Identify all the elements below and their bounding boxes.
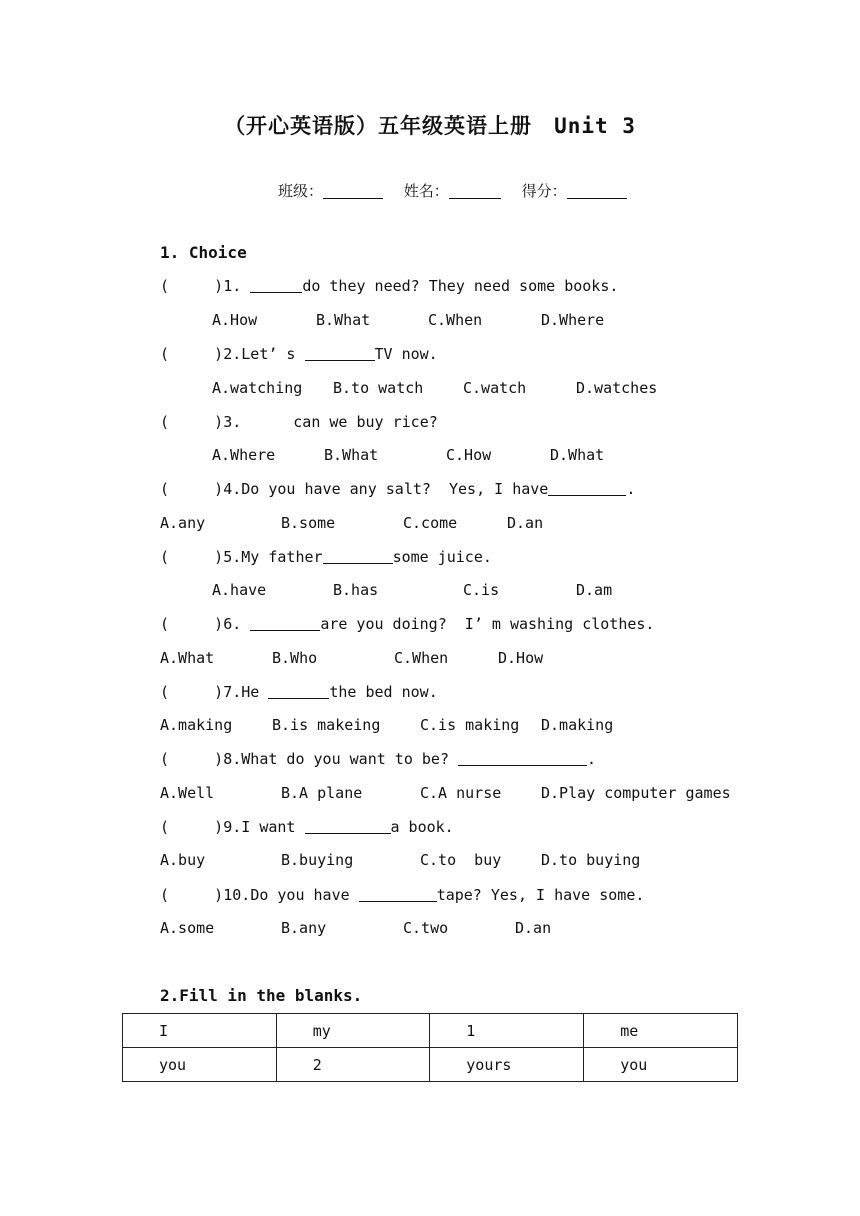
question-number: 2. xyxy=(223,345,242,363)
answer-paren: ( ) xyxy=(160,548,224,566)
option-b: B.any xyxy=(281,919,327,937)
answer-paren: ( ) xyxy=(160,277,224,295)
table-cell: 1 xyxy=(430,1014,584,1048)
question-8 xyxy=(160,749,596,769)
option-c: C.come xyxy=(403,514,458,532)
table-cell: my xyxy=(276,1014,430,1048)
option-c: C.When xyxy=(428,311,483,329)
option-c: C.A nurse xyxy=(420,784,502,802)
question-text: are you doing? I’ m washing clothes. xyxy=(320,615,655,633)
class-label: 班级： xyxy=(278,182,324,200)
question-text: Let’ s xyxy=(241,345,305,363)
option-d: D.What xyxy=(550,446,605,464)
option-d: D.an xyxy=(515,919,552,937)
question-10 xyxy=(160,885,644,905)
question-text: TV now. xyxy=(374,345,438,363)
option-d: D.Where xyxy=(541,311,605,329)
option-a: A.buy xyxy=(160,851,206,869)
option-b: B.has xyxy=(333,581,379,599)
answer-paren: ( ) xyxy=(160,818,224,836)
option-d: D.Play computer games xyxy=(541,784,731,802)
option-a: A.How xyxy=(212,311,258,329)
question-number: 6. xyxy=(223,615,242,633)
question-text: a book. xyxy=(390,818,454,836)
name-label: 姓名： xyxy=(403,182,449,200)
option-c: C.How xyxy=(446,446,492,464)
score-label: 得分： xyxy=(521,182,567,200)
question-5 xyxy=(160,547,492,567)
question-text: Do you have any salt? Yes, I have xyxy=(241,480,549,498)
question-number: 4. xyxy=(223,480,242,498)
section-choice-heading: 1. Choice xyxy=(160,243,247,262)
option-c: C.is xyxy=(463,581,500,599)
option-a: A.making xyxy=(160,716,233,734)
class-blank xyxy=(323,182,383,199)
option-b: B.Who xyxy=(272,649,318,667)
question-6 xyxy=(160,614,654,634)
option-b: B.some xyxy=(281,514,336,532)
question-text: . xyxy=(626,480,636,498)
student-info-line xyxy=(278,180,627,201)
option-c: C.is making xyxy=(420,716,520,734)
question-2 xyxy=(160,344,438,364)
table-cell: 2 xyxy=(276,1048,430,1082)
table-cell: yours xyxy=(430,1048,584,1082)
question-text xyxy=(241,615,250,633)
fill-in-table xyxy=(122,1013,738,1082)
title-text: （开心英语版）五年级英语上册 xyxy=(224,114,533,138)
option-b: B.A plane xyxy=(281,784,363,802)
answer-blank xyxy=(268,683,329,699)
answer-paren: ( ) xyxy=(160,886,224,904)
table-cell: you xyxy=(584,1048,738,1082)
question-9 xyxy=(160,817,454,837)
question-number: 9. xyxy=(223,818,242,836)
question-1 xyxy=(160,276,618,296)
question-number: 1. xyxy=(223,277,242,295)
question-text: I want xyxy=(241,818,305,836)
option-a: A.watching xyxy=(212,379,303,397)
table-cell: you xyxy=(123,1048,277,1082)
question-text: tape? Yes, I have some. xyxy=(436,886,645,904)
answer-blank xyxy=(305,345,375,361)
table-cell: I xyxy=(123,1014,277,1048)
option-d: D.making xyxy=(541,716,614,734)
table-row xyxy=(123,1048,738,1082)
name-blank xyxy=(449,182,501,199)
option-b: B.What xyxy=(324,446,379,464)
option-a: A.some xyxy=(160,919,215,937)
answer-paren: ( ) xyxy=(160,750,224,768)
option-a: A.any xyxy=(160,514,206,532)
option-b: B.is makeing xyxy=(272,716,381,734)
question-text: . xyxy=(587,750,597,768)
score-blank xyxy=(567,182,627,199)
question-text: Do you have xyxy=(250,886,359,904)
answer-paren: ( ) xyxy=(160,683,224,701)
option-a: A.have xyxy=(212,581,267,599)
question-number: 8. xyxy=(223,750,242,768)
option-c: C.When xyxy=(394,649,449,667)
option-d: D.How xyxy=(498,649,544,667)
option-b: B.to watch xyxy=(333,379,424,397)
option-d: D.to buying xyxy=(541,851,641,869)
option-b: B.What xyxy=(316,311,371,329)
question-text: My father xyxy=(241,548,323,566)
option-c: C.two xyxy=(403,919,449,937)
option-d: D.am xyxy=(576,581,613,599)
answer-blank xyxy=(548,480,626,496)
table-cell: me xyxy=(584,1014,738,1048)
option-b: B.buying xyxy=(281,851,354,869)
question-number: 3. xyxy=(223,413,242,431)
option-d: D.watches xyxy=(576,379,658,397)
question-4 xyxy=(160,479,635,499)
section-fill-heading: 2.Fill in the blanks. xyxy=(160,986,363,1005)
question-text: What do you want to be? xyxy=(241,750,459,768)
option-c: C.watch xyxy=(463,379,527,397)
question-text: He xyxy=(241,683,269,701)
option-a: A.Where xyxy=(212,446,276,464)
page-title xyxy=(0,110,860,140)
question-number: 7. xyxy=(223,683,242,701)
answer-paren: ( ) xyxy=(160,615,224,633)
question-text: can we buy rice? xyxy=(293,413,438,431)
answer-blank xyxy=(458,750,587,766)
answer-blank xyxy=(359,886,437,902)
option-c: C.to buy xyxy=(420,851,502,869)
answer-blank xyxy=(250,615,320,631)
table-row xyxy=(123,1014,738,1048)
question-number: 5. xyxy=(223,548,242,566)
question-7 xyxy=(160,682,438,702)
question-text: do they need? They need some books. xyxy=(302,277,619,295)
answer-blank xyxy=(305,818,391,834)
option-d: D.an xyxy=(507,514,544,532)
option-a: A.What xyxy=(160,649,215,667)
answer-blank xyxy=(323,548,393,564)
unit-label: Unit 3 xyxy=(554,114,636,138)
question-number: 10. xyxy=(223,886,251,904)
question-3 xyxy=(160,412,438,432)
question-text: some juice. xyxy=(392,548,492,566)
answer-blank xyxy=(250,277,302,293)
answer-paren: ( ) xyxy=(160,413,224,431)
question-text: the bed now. xyxy=(329,683,438,701)
answer-paren: ( ) xyxy=(160,345,224,363)
option-a: A.Well xyxy=(160,784,215,802)
answer-paren: ( ) xyxy=(160,480,224,498)
